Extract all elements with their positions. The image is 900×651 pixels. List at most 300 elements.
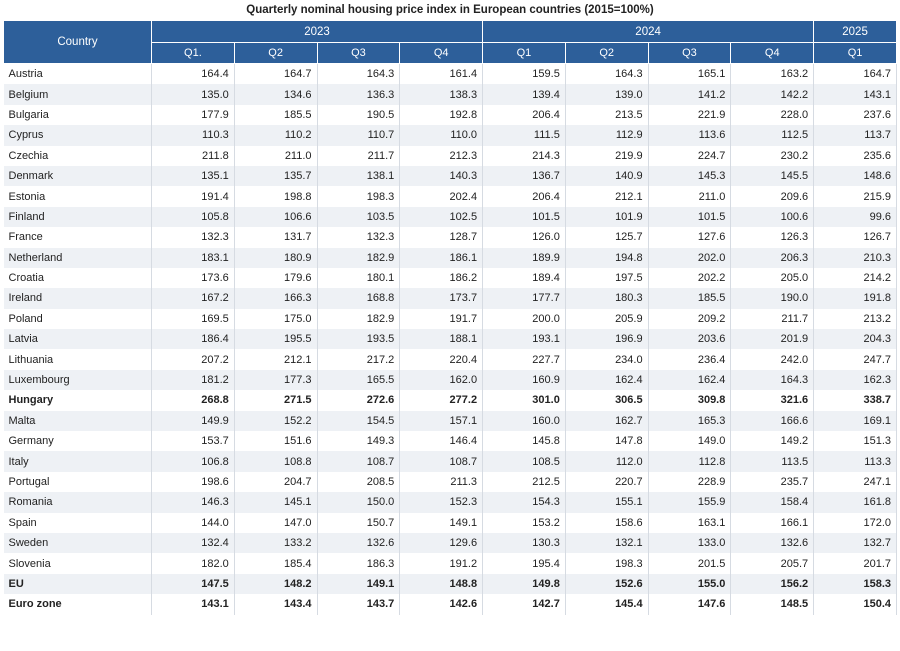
value-cell: 130.3 bbox=[483, 533, 566, 553]
value-cell: 215.9 bbox=[814, 186, 897, 206]
value-cell: 162.0 bbox=[400, 370, 483, 390]
value-cell: 162.3 bbox=[814, 370, 897, 390]
value-cell: 110.3 bbox=[152, 125, 235, 145]
value-cell: 126.3 bbox=[731, 227, 814, 247]
country-cell: Luxembourg bbox=[4, 370, 152, 390]
country-cell: Cyprus bbox=[4, 125, 152, 145]
value-cell: 168.8 bbox=[317, 288, 400, 308]
value-cell: 200.0 bbox=[483, 309, 566, 329]
value-cell: 162.4 bbox=[648, 370, 731, 390]
country-cell: Ireland bbox=[4, 288, 152, 308]
value-cell: 132.4 bbox=[152, 533, 235, 553]
value-cell: 204.7 bbox=[234, 472, 317, 492]
table-row bbox=[4, 513, 897, 533]
value-cell: 177.9 bbox=[152, 105, 235, 125]
country-cell: Hungary bbox=[4, 390, 152, 410]
value-cell: 190.0 bbox=[731, 288, 814, 308]
value-cell: 268.8 bbox=[152, 390, 235, 410]
value-cell: 201.7 bbox=[814, 553, 897, 573]
value-cell: 203.6 bbox=[648, 329, 731, 349]
value-cell: 198.8 bbox=[234, 186, 317, 206]
table-row bbox=[4, 472, 897, 492]
value-cell: 110.2 bbox=[234, 125, 317, 145]
value-cell: 145.5 bbox=[731, 166, 814, 186]
value-cell: 101.5 bbox=[648, 207, 731, 227]
value-cell: 153.2 bbox=[483, 513, 566, 533]
value-cell: 132.1 bbox=[565, 533, 648, 553]
value-cell: 153.7 bbox=[152, 431, 235, 451]
value-cell: 149.9 bbox=[152, 411, 235, 431]
value-cell: 185.5 bbox=[648, 288, 731, 308]
value-cell: 338.7 bbox=[814, 390, 897, 410]
country-cell: Bulgaria bbox=[4, 105, 152, 125]
value-cell: 100.6 bbox=[731, 207, 814, 227]
value-cell: 146.3 bbox=[152, 492, 235, 512]
country-cell: Portugal bbox=[4, 472, 152, 492]
value-cell: 150.7 bbox=[317, 513, 400, 533]
value-cell: 132.7 bbox=[814, 533, 897, 553]
year-header-2025: 2025 bbox=[814, 21, 897, 43]
table-title: Quarterly nominal housing price index in European countries (2015=100%) bbox=[246, 4, 654, 16]
country-column-header: Country bbox=[4, 21, 152, 64]
value-cell: 221.9 bbox=[648, 105, 731, 125]
value-cell: 139.4 bbox=[483, 84, 566, 104]
value-cell: 148.2 bbox=[234, 574, 317, 594]
country-cell: Romania bbox=[4, 492, 152, 512]
value-cell: 147.8 bbox=[565, 431, 648, 451]
value-cell: 271.5 bbox=[234, 390, 317, 410]
value-cell: 108.8 bbox=[234, 451, 317, 471]
value-cell: 151.6 bbox=[234, 431, 317, 451]
value-cell: 195.5 bbox=[234, 329, 317, 349]
value-cell: 202.4 bbox=[400, 186, 483, 206]
value-cell: 149.1 bbox=[400, 513, 483, 533]
value-cell: 158.6 bbox=[565, 513, 648, 533]
value-cell: 301.0 bbox=[483, 390, 566, 410]
value-cell: 113.7 bbox=[814, 125, 897, 145]
country-cell: Poland bbox=[4, 309, 152, 329]
value-cell: 164.3 bbox=[317, 64, 400, 85]
value-cell: 173.6 bbox=[152, 268, 235, 288]
value-cell: 204.3 bbox=[814, 329, 897, 349]
value-cell: 321.6 bbox=[731, 390, 814, 410]
value-cell: 132.6 bbox=[317, 533, 400, 553]
country-cell: Finland bbox=[4, 207, 152, 227]
value-cell: 214.2 bbox=[814, 268, 897, 288]
value-cell: 211.8 bbox=[152, 146, 235, 166]
country-cell: Sweden bbox=[4, 533, 152, 553]
table-row bbox=[4, 533, 897, 553]
country-cell: France bbox=[4, 227, 152, 247]
value-cell: 145.4 bbox=[565, 594, 648, 614]
table-row bbox=[4, 574, 897, 594]
value-cell: 147.0 bbox=[234, 513, 317, 533]
quarter-header: Q3 bbox=[317, 43, 400, 64]
value-cell: 165.3 bbox=[648, 411, 731, 431]
value-cell: 205.0 bbox=[731, 268, 814, 288]
value-cell: 208.5 bbox=[317, 472, 400, 492]
value-cell: 213.2 bbox=[814, 309, 897, 329]
value-cell: 143.1 bbox=[814, 84, 897, 104]
value-cell: 206.3 bbox=[731, 248, 814, 268]
quarter-header: Q2 bbox=[565, 43, 648, 64]
country-cell: Denmark bbox=[4, 166, 152, 186]
value-cell: 180.3 bbox=[565, 288, 648, 308]
value-cell: 162.4 bbox=[565, 370, 648, 390]
value-cell: 132.3 bbox=[317, 227, 400, 247]
value-cell: 189.4 bbox=[483, 268, 566, 288]
value-cell: 106.8 bbox=[152, 451, 235, 471]
value-cell: 209.6 bbox=[731, 186, 814, 206]
value-cell: 155.9 bbox=[648, 492, 731, 512]
value-cell: 157.1 bbox=[400, 411, 483, 431]
value-cell: 181.2 bbox=[152, 370, 235, 390]
value-cell: 133.0 bbox=[648, 533, 731, 553]
value-cell: 172.0 bbox=[814, 513, 897, 533]
country-cell: Spain bbox=[4, 513, 152, 533]
value-cell: 164.3 bbox=[565, 64, 648, 85]
value-cell: 212.5 bbox=[483, 472, 566, 492]
value-cell: 138.1 bbox=[317, 166, 400, 186]
value-cell: 212.1 bbox=[565, 186, 648, 206]
value-cell: 207.2 bbox=[152, 349, 235, 369]
value-cell: 163.2 bbox=[731, 64, 814, 85]
value-cell: 169.1 bbox=[814, 411, 897, 431]
value-cell: 150.0 bbox=[317, 492, 400, 512]
value-cell: 158.4 bbox=[731, 492, 814, 512]
value-cell: 186.4 bbox=[152, 329, 235, 349]
quarter-header: Q4 bbox=[400, 43, 483, 64]
country-cell: Austria bbox=[4, 64, 152, 85]
country-cell: EU bbox=[4, 574, 152, 594]
value-cell: 228.0 bbox=[731, 105, 814, 125]
value-cell: 152.6 bbox=[565, 574, 648, 594]
year-header-2024: 2024 bbox=[483, 21, 814, 43]
value-cell: 235.6 bbox=[814, 146, 897, 166]
value-cell: 224.7 bbox=[648, 146, 731, 166]
value-cell: 160.9 bbox=[483, 370, 566, 390]
value-cell: 143.7 bbox=[317, 594, 400, 614]
country-cell: Netherland bbox=[4, 248, 152, 268]
value-cell: 205.7 bbox=[731, 553, 814, 573]
value-cell: 145.1 bbox=[234, 492, 317, 512]
value-cell: 190.5 bbox=[317, 105, 400, 125]
value-cell: 192.8 bbox=[400, 105, 483, 125]
value-cell: 149.1 bbox=[317, 574, 400, 594]
value-cell: 160.0 bbox=[483, 411, 566, 431]
value-cell: 142.6 bbox=[400, 594, 483, 614]
value-cell: 134.6 bbox=[234, 84, 317, 104]
value-cell: 127.6 bbox=[648, 227, 731, 247]
country-cell: Latvia bbox=[4, 329, 152, 349]
value-cell: 230.2 bbox=[731, 146, 814, 166]
value-cell: 105.8 bbox=[152, 207, 235, 227]
table-row bbox=[4, 329, 897, 349]
value-cell: 142.2 bbox=[731, 84, 814, 104]
value-cell: 108.5 bbox=[483, 451, 566, 471]
value-cell: 272.6 bbox=[317, 390, 400, 410]
value-cell: 195.4 bbox=[483, 553, 566, 573]
value-cell: 108.7 bbox=[317, 451, 400, 471]
table-row bbox=[4, 288, 897, 308]
value-cell: 306.5 bbox=[565, 390, 648, 410]
country-cell: Malta bbox=[4, 411, 152, 431]
value-cell: 156.2 bbox=[731, 574, 814, 594]
value-cell: 149.8 bbox=[483, 574, 566, 594]
value-cell: 212.3 bbox=[400, 146, 483, 166]
value-cell: 112.0 bbox=[565, 451, 648, 471]
value-cell: 113.5 bbox=[731, 451, 814, 471]
value-cell: 247.7 bbox=[814, 349, 897, 369]
value-cell: 177.3 bbox=[234, 370, 317, 390]
value-cell: 173.7 bbox=[400, 288, 483, 308]
value-cell: 196.9 bbox=[565, 329, 648, 349]
value-cell: 183.1 bbox=[152, 248, 235, 268]
value-cell: 152.2 bbox=[234, 411, 317, 431]
value-cell: 132.6 bbox=[731, 533, 814, 553]
value-cell: 148.5 bbox=[731, 594, 814, 614]
value-cell: 147.5 bbox=[152, 574, 235, 594]
value-cell: 112.5 bbox=[731, 125, 814, 145]
value-cell: 126.0 bbox=[483, 227, 566, 247]
country-cell: Czechia bbox=[4, 146, 152, 166]
value-cell: 179.6 bbox=[234, 268, 317, 288]
value-cell: 145.8 bbox=[483, 431, 566, 451]
value-cell: 101.5 bbox=[483, 207, 566, 227]
value-cell: 237.6 bbox=[814, 105, 897, 125]
value-cell: 154.5 bbox=[317, 411, 400, 431]
table-row bbox=[4, 186, 897, 206]
value-cell: 110.7 bbox=[317, 125, 400, 145]
value-cell: 142.7 bbox=[483, 594, 566, 614]
value-cell: 198.6 bbox=[152, 472, 235, 492]
value-cell: 177.7 bbox=[483, 288, 566, 308]
quarter-header: Q1. bbox=[152, 43, 235, 64]
table-row bbox=[4, 64, 897, 85]
country-cell: Italy bbox=[4, 451, 152, 471]
value-cell: 136.7 bbox=[483, 166, 566, 186]
value-cell: 202.0 bbox=[648, 248, 731, 268]
year-header-row bbox=[4, 21, 897, 43]
value-cell: 148.6 bbox=[814, 166, 897, 186]
value-cell: 106.6 bbox=[234, 207, 317, 227]
value-cell: 219.9 bbox=[565, 146, 648, 166]
table-row bbox=[4, 248, 897, 268]
value-cell: 161.4 bbox=[400, 64, 483, 85]
value-cell: 112.9 bbox=[565, 125, 648, 145]
value-cell: 165.5 bbox=[317, 370, 400, 390]
value-cell: 149.2 bbox=[731, 431, 814, 451]
value-cell: 191.8 bbox=[814, 288, 897, 308]
value-cell: 164.4 bbox=[152, 64, 235, 85]
value-cell: 136.3 bbox=[317, 84, 400, 104]
table-row bbox=[4, 227, 897, 247]
quarter-header: Q2 bbox=[234, 43, 317, 64]
value-cell: 102.5 bbox=[400, 207, 483, 227]
value-cell: 149.0 bbox=[648, 431, 731, 451]
value-cell: 186.3 bbox=[317, 553, 400, 573]
table-row bbox=[4, 390, 897, 410]
table-row bbox=[4, 370, 897, 390]
value-cell: 220.4 bbox=[400, 349, 483, 369]
table-row bbox=[4, 146, 897, 166]
value-cell: 247.1 bbox=[814, 472, 897, 492]
value-cell: 140.9 bbox=[565, 166, 648, 186]
table-row bbox=[4, 553, 897, 573]
value-cell: 131.7 bbox=[234, 227, 317, 247]
quarter-header: Q1 bbox=[814, 43, 897, 64]
value-cell: 111.5 bbox=[483, 125, 566, 145]
value-cell: 159.5 bbox=[483, 64, 566, 85]
value-cell: 110.0 bbox=[400, 125, 483, 145]
value-cell: 108.7 bbox=[400, 451, 483, 471]
value-cell: 135.1 bbox=[152, 166, 235, 186]
value-cell: 220.7 bbox=[565, 472, 648, 492]
value-cell: 193.5 bbox=[317, 329, 400, 349]
value-cell: 201.5 bbox=[648, 553, 731, 573]
value-cell: 309.8 bbox=[648, 390, 731, 410]
value-cell: 235.7 bbox=[731, 472, 814, 492]
value-cell: 227.7 bbox=[483, 349, 566, 369]
table-row bbox=[4, 105, 897, 125]
value-cell: 202.2 bbox=[648, 268, 731, 288]
value-cell: 214.3 bbox=[483, 146, 566, 166]
value-cell: 211.3 bbox=[400, 472, 483, 492]
value-cell: 201.9 bbox=[731, 329, 814, 349]
value-cell: 213.5 bbox=[565, 105, 648, 125]
value-cell: 189.9 bbox=[483, 248, 566, 268]
value-cell: 191.7 bbox=[400, 309, 483, 329]
country-cell: Croatia bbox=[4, 268, 152, 288]
quarter-header: Q1 bbox=[483, 43, 566, 64]
housing-price-table bbox=[3, 20, 897, 615]
value-cell: 185.5 bbox=[234, 105, 317, 125]
value-cell: 140.3 bbox=[400, 166, 483, 186]
value-cell: 103.5 bbox=[317, 207, 400, 227]
value-cell: 205.9 bbox=[565, 309, 648, 329]
value-cell: 167.2 bbox=[152, 288, 235, 308]
table-row bbox=[4, 207, 897, 227]
country-cell: Germany bbox=[4, 431, 152, 451]
value-cell: 126.7 bbox=[814, 227, 897, 247]
value-cell: 211.0 bbox=[648, 186, 731, 206]
table-body bbox=[4, 64, 897, 615]
value-cell: 101.9 bbox=[565, 207, 648, 227]
value-cell: 158.3 bbox=[814, 574, 897, 594]
value-cell: 185.4 bbox=[234, 553, 317, 573]
value-cell: 146.4 bbox=[400, 431, 483, 451]
value-cell: 154.3 bbox=[483, 492, 566, 512]
value-cell: 144.0 bbox=[152, 513, 235, 533]
value-cell: 175.0 bbox=[234, 309, 317, 329]
value-cell: 211.0 bbox=[234, 146, 317, 166]
value-cell: 182.9 bbox=[317, 309, 400, 329]
table-row bbox=[4, 166, 897, 186]
value-cell: 198.3 bbox=[565, 553, 648, 573]
table-row bbox=[4, 349, 897, 369]
value-cell: 228.9 bbox=[648, 472, 731, 492]
value-cell: 150.4 bbox=[814, 594, 897, 614]
quarter-header: Q3 bbox=[648, 43, 731, 64]
value-cell: 164.7 bbox=[814, 64, 897, 85]
value-cell: 143.1 bbox=[152, 594, 235, 614]
value-cell: 135.7 bbox=[234, 166, 317, 186]
value-cell: 138.3 bbox=[400, 84, 483, 104]
value-cell: 242.0 bbox=[731, 349, 814, 369]
value-cell: 186.1 bbox=[400, 248, 483, 268]
value-cell: 193.1 bbox=[483, 329, 566, 349]
value-cell: 135.0 bbox=[152, 84, 235, 104]
value-cell: 151.3 bbox=[814, 431, 897, 451]
value-cell: 169.5 bbox=[152, 309, 235, 329]
value-cell: 191.2 bbox=[400, 553, 483, 573]
value-cell: 165.1 bbox=[648, 64, 731, 85]
table-row bbox=[4, 431, 897, 451]
value-cell: 217.2 bbox=[317, 349, 400, 369]
table-row bbox=[4, 268, 897, 288]
value-cell: 236.4 bbox=[648, 349, 731, 369]
value-cell: 152.3 bbox=[400, 492, 483, 512]
value-cell: 209.2 bbox=[648, 309, 731, 329]
value-cell: 166.3 bbox=[234, 288, 317, 308]
value-cell: 143.4 bbox=[234, 594, 317, 614]
value-cell: 211.7 bbox=[731, 309, 814, 329]
value-cell: 164.3 bbox=[731, 370, 814, 390]
country-cell: Slovenia bbox=[4, 553, 152, 573]
value-cell: 163.1 bbox=[648, 513, 731, 533]
country-cell: Estonia bbox=[4, 186, 152, 206]
value-cell: 210.3 bbox=[814, 248, 897, 268]
value-cell: 212.1 bbox=[234, 349, 317, 369]
value-cell: 128.7 bbox=[400, 227, 483, 247]
value-cell: 277.2 bbox=[400, 390, 483, 410]
value-cell: 162.7 bbox=[565, 411, 648, 431]
value-cell: 113.6 bbox=[648, 125, 731, 145]
value-cell: 164.7 bbox=[234, 64, 317, 85]
value-cell: 206.4 bbox=[483, 186, 566, 206]
value-cell: 180.1 bbox=[317, 268, 400, 288]
value-cell: 182.9 bbox=[317, 248, 400, 268]
value-cell: 194.8 bbox=[565, 248, 648, 268]
value-cell: 112.8 bbox=[648, 451, 731, 471]
value-cell: 166.6 bbox=[731, 411, 814, 431]
table-row bbox=[4, 125, 897, 145]
value-cell: 125.7 bbox=[565, 227, 648, 247]
value-cell: 155.1 bbox=[565, 492, 648, 512]
value-cell: 206.4 bbox=[483, 105, 566, 125]
country-cell: Belgium bbox=[4, 84, 152, 104]
value-cell: 180.9 bbox=[234, 248, 317, 268]
value-cell: 155.0 bbox=[648, 574, 731, 594]
table-row bbox=[4, 451, 897, 471]
value-cell: 113.3 bbox=[814, 451, 897, 471]
value-cell: 148.8 bbox=[400, 574, 483, 594]
value-cell: 197.5 bbox=[565, 268, 648, 288]
value-cell: 147.6 bbox=[648, 594, 731, 614]
table-row bbox=[4, 309, 897, 329]
value-cell: 182.0 bbox=[152, 553, 235, 573]
value-cell: 149.3 bbox=[317, 431, 400, 451]
value-cell: 188.1 bbox=[400, 329, 483, 349]
value-cell: 129.6 bbox=[400, 533, 483, 553]
quarter-header: Q4 bbox=[731, 43, 814, 64]
value-cell: 133.2 bbox=[234, 533, 317, 553]
value-cell: 186.2 bbox=[400, 268, 483, 288]
value-cell: 132.3 bbox=[152, 227, 235, 247]
value-cell: 198.3 bbox=[317, 186, 400, 206]
table-row bbox=[4, 594, 897, 614]
value-cell: 99.6 bbox=[814, 207, 897, 227]
